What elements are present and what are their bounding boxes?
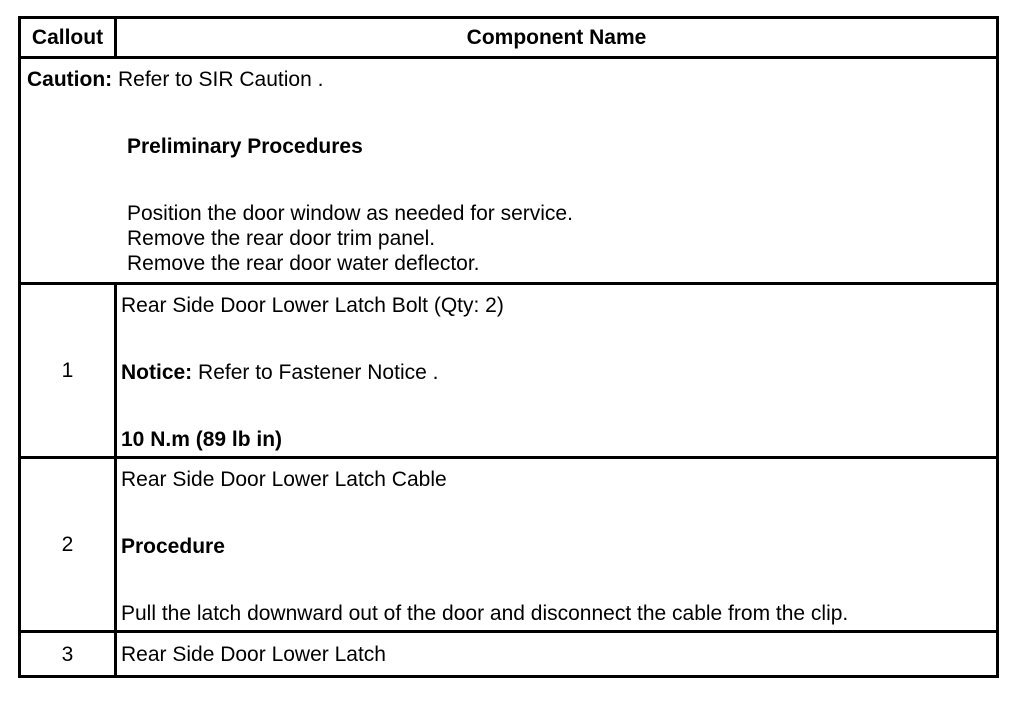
procedure-table-container bbox=[18, 16, 996, 678]
callout-number: 3 bbox=[20, 632, 116, 677]
component-name: Rear Side Door Lower Latch bbox=[121, 642, 386, 666]
table-row bbox=[20, 458, 998, 632]
component-cell bbox=[116, 632, 998, 677]
procedure-label: Procedure bbox=[121, 535, 225, 558]
preliminary-step: Position the door window as needed for service. bbox=[127, 202, 573, 225]
notice-text: Refer to Fastener Notice . bbox=[192, 361, 439, 384]
preliminary-steps bbox=[27, 201, 990, 276]
notice-line bbox=[121, 360, 990, 385]
caution-line bbox=[27, 67, 990, 92]
callout-number: 1 bbox=[20, 284, 116, 458]
notice-label: Notice: bbox=[121, 361, 193, 384]
component-name: Rear Side Door Lower Latch Cable bbox=[121, 468, 447, 491]
preliminary-title: Preliminary Procedures bbox=[127, 135, 363, 158]
preliminary-step: Remove the rear door trim panel. bbox=[127, 227, 436, 250]
callout-header: Callout bbox=[20, 18, 116, 58]
caution-cell bbox=[20, 58, 998, 284]
procedure-text: Pull the latch downward out of the door and disconnect the cable from the clip. bbox=[121, 602, 849, 625]
component-cell bbox=[116, 284, 998, 458]
table-row bbox=[20, 632, 998, 677]
component-name-header: Component Name bbox=[116, 18, 998, 58]
caution-row bbox=[20, 58, 998, 284]
table-header-row bbox=[20, 18, 998, 58]
table-row bbox=[20, 284, 998, 458]
caution-text: Refer to SIR Caution . bbox=[112, 68, 324, 91]
component-cell bbox=[116, 458, 998, 632]
preliminary-step: Remove the rear door water deflector. bbox=[127, 252, 480, 275]
component-name: Rear Side Door Lower Latch Bolt (Qty: 2) bbox=[121, 294, 504, 317]
callout-number: 2 bbox=[20, 458, 116, 632]
torque-spec: 10 N.m (89 lb in) bbox=[121, 428, 283, 451]
procedure-table bbox=[18, 16, 999, 678]
caution-label: Caution: bbox=[27, 68, 113, 91]
